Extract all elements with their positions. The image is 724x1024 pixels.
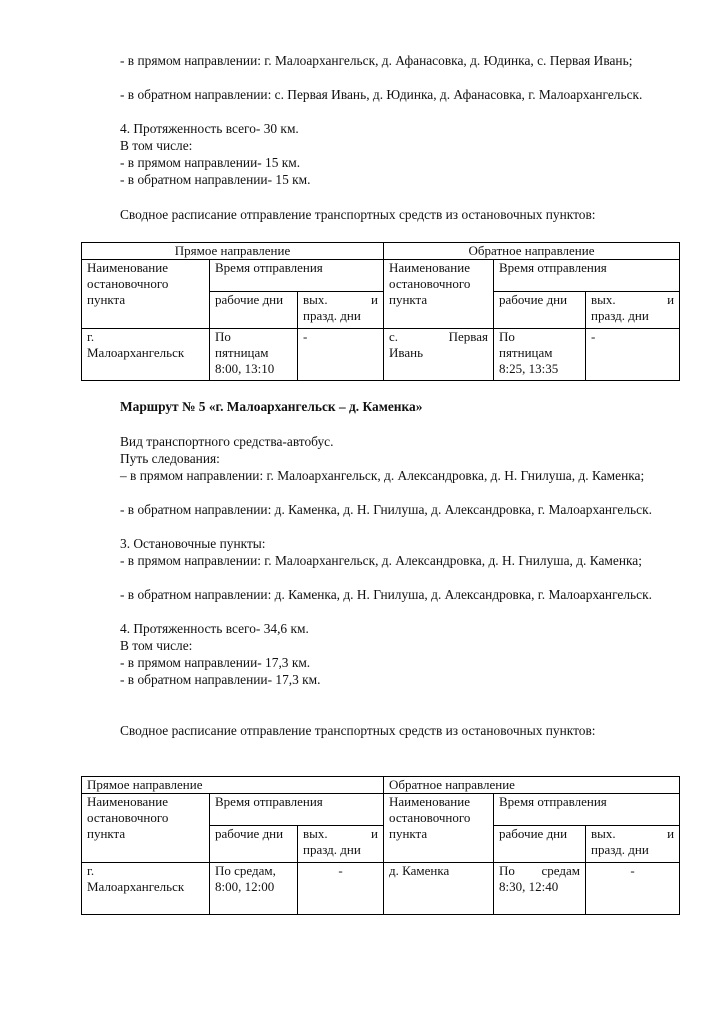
route5-path-label: Путь следования: [120,451,220,466]
departure-time-header: Время отправления [210,260,384,292]
stop-name-header: Наименование остановочного пункта [82,794,210,863]
departure-time-header: Время отправления [210,794,384,826]
route5-vehicle: Вид транспортного средства-автобус. [120,434,334,449]
route4-schedule-caption: Сводное расписание отправление транспортных средств из остановочных пунктов: [120,207,596,222]
backward-workdays-time: По пятницам 8:25, 13:35 [494,329,586,381]
route5-stops-forward: - в прямом направлении: г. Малоархангельск, д. Александровка, д. Н. Гнилуша, д. Каменка; [120,553,642,568]
workdays-header: рабочие дни [210,826,298,863]
forward-direction-header: Прямое направление [82,243,384,260]
forward-stop-cell: г. Малоархангельск [82,863,210,915]
departure-time-header: Время отправления [494,794,680,826]
backward-direction-header: Обратное направление [384,777,680,794]
route5-schedule-caption: Сводное расписание отправление транспортных средств из остановочных пунктов: [120,723,596,738]
backward-workdays-time: По средам 8:30, 12:40 [494,863,586,915]
route5-stops-backward: - в обратном направлении: д. Каменка, д. Н. Гнилуша, д. Александровка, г. Малоархангельск. [120,587,652,602]
forward-holidays-time: - [298,329,384,381]
workdays-header: рабочие дни [494,826,586,863]
route4-stops-forward: - в прямом направлении: г. Малоархангельск, д. Афанасовка, д. Юдинка, с. Первая Ивань; [120,53,633,68]
backward-holidays-time: - [586,863,680,915]
route4-stops-backward: - в обратном направлении: с. Первая Ивань, д. Юдинка, д. Афанасовка, г. Малоархангельск. [120,87,643,102]
holidays-header: вых. и празд. дни [298,826,384,863]
holidays-header: вых. и празд. дни [586,292,680,329]
holidays-header: вых. и празд. дни [298,292,384,329]
stop-name-header: Наименование остановочного пункта [384,794,494,863]
route5-length-backward: - в обратном направлении- 17,3 км. [120,672,321,687]
route4-schedule-table [81,242,680,381]
stop-name-header: Наименование остановочного пункта [384,260,494,329]
route5-length-total: 4. Протяженность всего- 34,6 км. [120,621,309,636]
route5-schedule-table [81,776,680,915]
forward-stop-cell: г. Малоархангельск [82,329,210,381]
route5-including: В том числе: [120,638,193,653]
departure-time-header: Время отправления [494,260,680,292]
route5-length-forward: - в прямом направлении- 17,3 км. [120,655,311,670]
forward-workdays-time: По пятницам 8:00, 13:10 [210,329,298,381]
stop-name-header: Наименование остановочного пункта [82,260,210,329]
workdays-header: рабочие дни [210,292,298,329]
route5-path-forward: – в прямом направлении: г. Малоархангельск, д. Александровка, д. Н. Гнилуша, д. Каменка; [120,468,645,483]
route4-length-total: 4. Протяженность всего- 30 км. [120,121,299,136]
route4-including: В том числе: [120,138,193,153]
route4-length-forward: - в прямом направлении- 15 км. [120,155,301,170]
backward-holidays-time: - [586,329,680,381]
route5-stops-label: 3. Остановочные пункты: [120,536,266,551]
backward-stop-cell: д. Каменка [384,863,494,915]
route5-path-backward: - в обратном направлении: д. Каменка, д. Н. Гнилуша, д. Александровка, г. Малоархангельск. [120,502,652,517]
route4-length-backward: - в обратном направлении- 15 км. [120,172,311,187]
workdays-header: рабочие дни [494,292,586,329]
forward-direction-header: Прямое направление [82,777,384,794]
holidays-header: вых. и празд. дни [586,826,680,863]
backward-stop-cell: с. Первая Ивань [384,329,494,381]
route5-heading: Маршрут № 5 «г. Малоархангельск – д. Каменка» [120,399,423,414]
forward-holidays-time: - [298,863,384,915]
forward-workdays-time: По средам, 8:00, 12:00 [210,863,298,915]
backward-direction-header: Обратное направление [384,243,680,260]
